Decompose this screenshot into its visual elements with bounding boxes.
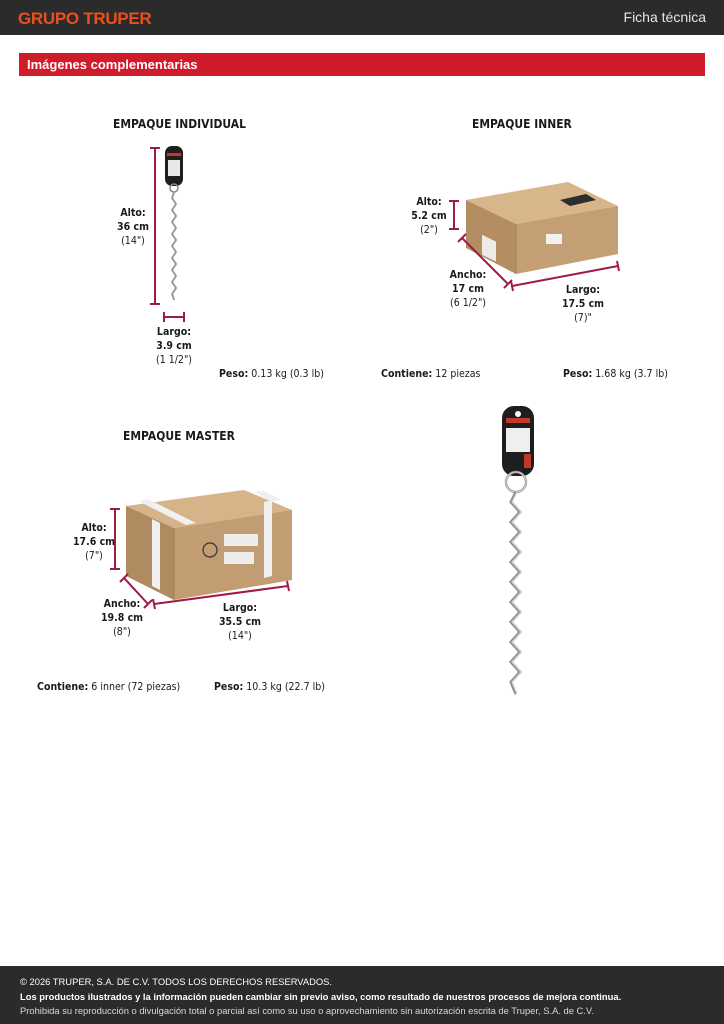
individual-length-cap-right: [183, 312, 185, 322]
footer: [0, 966, 724, 1024]
inner-width-label: Ancho: 17 cm (6 1/2"): [449, 268, 487, 309]
inner-title: EMPAQUE INNER: [472, 116, 572, 131]
master-height-cap-top: [110, 508, 120, 510]
master-length-label: Largo: 35.5 cm (14"): [218, 601, 262, 642]
product-chain-image: [498, 404, 540, 700]
inner-height-line: [453, 201, 455, 229]
master-weight: Peso: 10.3 kg (22.7 lb): [214, 680, 325, 693]
master-height-cap-bottom: [110, 568, 120, 570]
document-type-label: Ficha técnica: [623, 9, 706, 25]
inner-height-cap-bottom: [449, 228, 459, 230]
inner-weight: Peso: 1.68 kg (3.7 lb): [563, 367, 668, 380]
individual-height-cap-top: [150, 147, 160, 149]
top-header-bar: [0, 0, 724, 35]
individual-weight: Peso: 0.13 kg (0.3 lb): [219, 367, 324, 380]
inner-contents: Contiene: 12 piezas: [381, 367, 481, 380]
footer-notice: Los productos ilustrados y la información pueden cambiar sin previo aviso, como resultado de nuestros procesos de mejora continua.: [20, 991, 622, 1002]
inner-length-label: Largo: 17.5 cm (7)": [561, 283, 605, 324]
individual-length-label: Largo: 3.9 cm (1 1/2"): [156, 325, 192, 366]
section-header: [19, 53, 705, 76]
individual-height-label: Alto: 36 cm (14"): [117, 206, 149, 247]
footer-legal: Prohibida su reproducción o divulgación total o parcial así como su uso o aprovechamiento sin autorización escrita de Truper, S.A. de C.V.: [20, 1005, 594, 1016]
section-title: Imágenes complementarias: [27, 57, 198, 72]
individual-length-cap-left: [163, 312, 165, 322]
individual-chain-image: [162, 144, 186, 306]
individual-height-cap-bottom: [150, 303, 160, 305]
master-title: EMPAQUE MASTER: [123, 428, 235, 443]
master-width-label: Ancho: 19.8 cm (8"): [100, 597, 144, 638]
individual-length-line: [164, 316, 184, 318]
master-height-label: Alto: 17.6 cm (7"): [72, 521, 116, 562]
brand-logo: GRUPO TRUPER: [18, 9, 152, 28]
master-dimension-lines: [118, 574, 294, 614]
inner-height-label: Alto: 5.2 cm (2"): [411, 195, 447, 236]
master-contents: Contiene: 6 inner (72 piezas): [37, 680, 181, 693]
footer-copyright: © 2026 TRUPER, S.A. DE C.V. TODOS LOS DERECHOS RESERVADOS.: [20, 976, 333, 987]
inner-height-cap-top: [449, 200, 459, 202]
individual-title: EMPAQUE INDIVIDUAL: [113, 116, 246, 131]
